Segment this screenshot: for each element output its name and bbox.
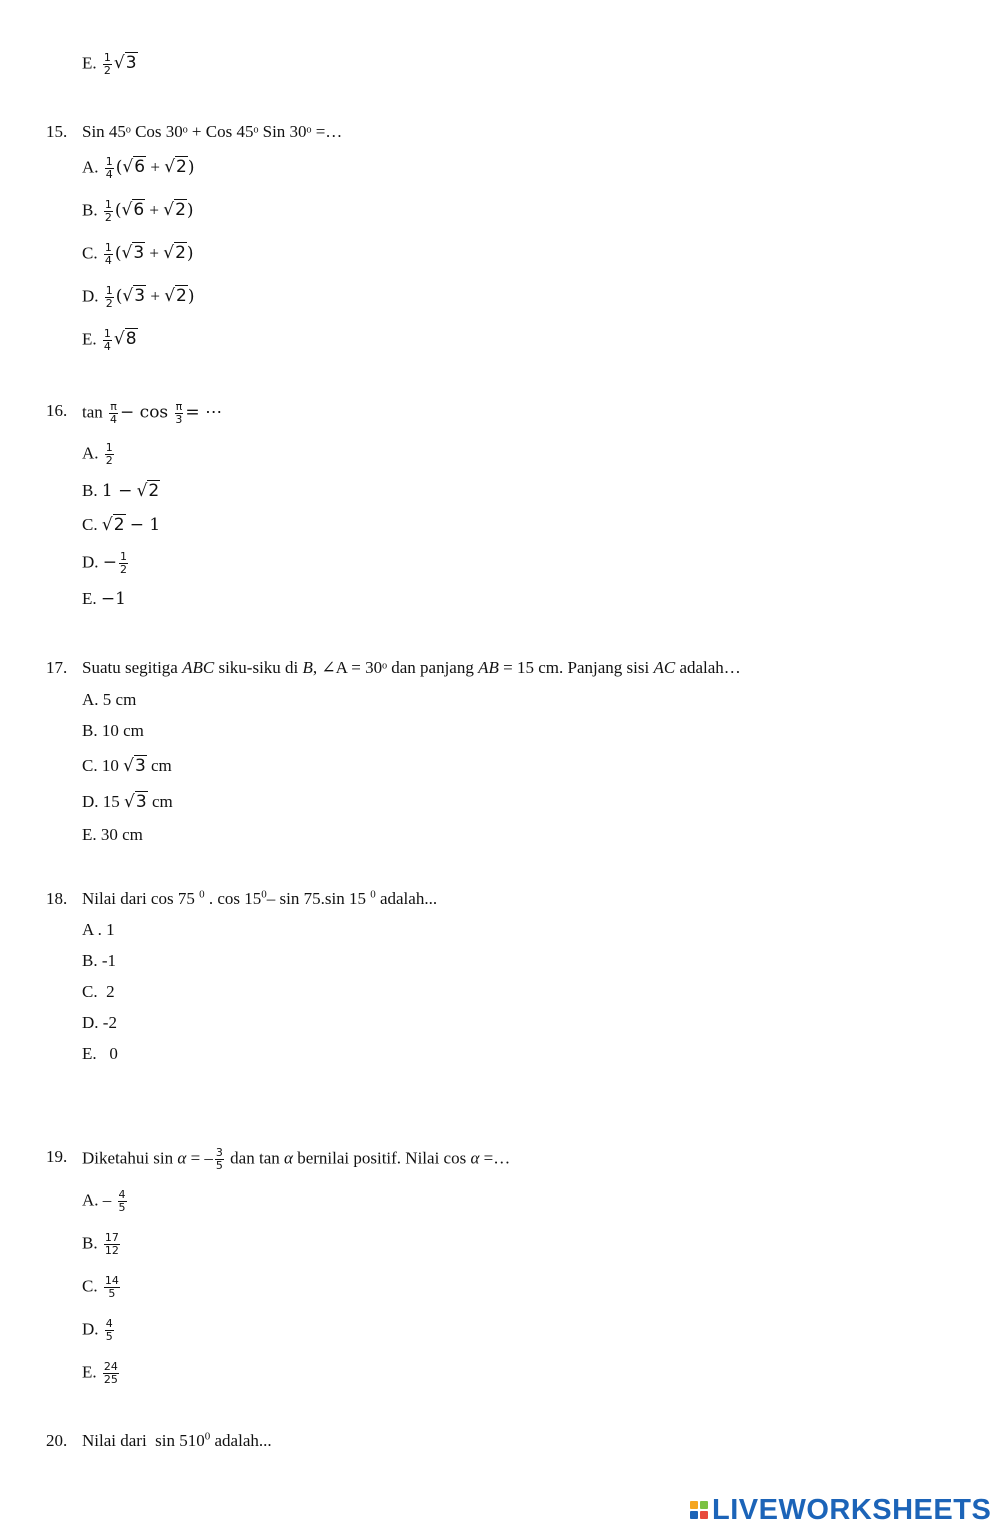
question-number: 18. [46,889,68,908]
fraction: $\frac{4}{5}$ [105,1317,113,1343]
q16-option-b[interactable]: B. 1 − √2 [82,481,160,501]
logo-text: LIVEWORKSHEETS [712,1493,992,1526]
fraction: $\frac{4}{5}$ [118,1188,126,1214]
liveworksheets-logo[interactable] [690,1494,991,1526]
question-19-text: Diketahui sin α = – $\frac{3}{5}$ dan tan α bernilai positif. Nilai cos α =… [82,1146,511,1172]
q17-option-d[interactable]: D. 15 √3 cm [82,792,173,812]
question-number: 20. [46,1431,68,1450]
sqrt: √3 [123,756,146,776]
q16-option-c[interactable]: C. √2 − 1 [82,515,161,535]
sqrt: √2 [136,481,160,501]
sqrt: √3 [113,53,137,74]
q19-option-a[interactable]: A. – $\frac{4}{5}$ [82,1188,126,1214]
q15-option-a[interactable]: A. $\frac{1}{4}$ (√6 + √2) [82,155,195,181]
q18-option-e[interactable]: E. 0 [82,1044,118,1063]
fraction: $\frac{1}{2}$ [104,198,112,224]
q19-option-b[interactable]: B. $\frac{17}{12}$ [82,1231,119,1257]
q17-option-a[interactable]: A. 5 cm [82,690,137,709]
q18-option-c[interactable]: C. 2 [82,982,115,1001]
q19-option-d[interactable]: D. $\frac{4}{5}$ [82,1317,113,1343]
fraction: $\frac{1}{4}$ [103,327,111,353]
fraction: $\frac{24}{25}$ [103,1360,118,1386]
q16-option-e[interactable]: E. −1 [82,589,126,609]
fraction: $\frac{1}{2}$ [105,284,113,310]
liveworksheets-logo-icon [690,1501,708,1519]
question-16-text: tan $\frac{\pi}{4}$ − cos $\frac{\pi}{3}$ = ⋯ [82,400,223,426]
fraction: $\frac{14}{5}$ [104,1274,119,1300]
sqrt: √3 [124,792,147,812]
q14-option-e[interactable]: E. $\frac{1}{2}$ √3 [82,51,137,77]
fraction: $\frac{1}{2}$ [120,550,128,576]
q19-option-e[interactable]: E. $\frac{24}{25}$ [82,1360,118,1386]
q15-option-b[interactable]: B. $\frac{1}{2}$ (√6 + √2) [82,198,194,224]
q19-option-c[interactable]: C. $\frac{14}{5}$ [82,1274,119,1300]
q17-option-e[interactable]: E. 30 cm [82,825,143,844]
fraction: $\frac{1}{4}$ [105,155,113,181]
q17-option-c[interactable]: C. 10 √3 cm [82,756,172,776]
question-17-text: Suatu segitiga ABC siku-siku di B, ∠A = 30ᵒ dan panjang AB = 15 cm. Panjang sisi AC adalah… [82,658,741,677]
fraction: $\frac{17}{12}$ [104,1231,119,1257]
q18-option-b[interactable]: B. -1 [82,951,116,970]
sqrt: √2 [101,515,125,535]
question-20-text: Nilai dari $\sin 510^0$ adalah... [82,1430,272,1450]
q18-option-a[interactable]: A . 1 [82,920,115,939]
question-18-text: Nilai dari cos 75 $^0$ . $\cos 15^0-$ sin 75.sin 15 $^0$ adalah... [82,888,438,908]
question-15-text: Sin 45ᵒ Cos 30ᵒ + Cos 45ᵒ Sin 30ᵒ =… [82,122,343,141]
fraction: $\frac{1}{2}$ [103,51,111,77]
q16-option-a[interactable]: A. $\frac{1}{2}$ [82,441,113,467]
question-number: 16. [46,401,68,420]
question-number: 15. [46,122,68,141]
q15-option-d[interactable]: D. $\frac{1}{2}$ (√3 + √2) [82,284,195,310]
question-number: 19. [46,1147,68,1166]
fraction: $\frac{1}{2}$ [105,441,113,467]
q16-option-d[interactable]: D. − $\frac{1}{2}$ [82,550,128,576]
q18-option-d[interactable]: D. -2 [82,1013,117,1032]
fraction: $\frac{1}{4}$ [104,241,112,267]
question-number: 17. [46,658,68,677]
q15-option-c[interactable]: C. $\frac{1}{4}$ (√3 + √2) [82,241,194,267]
q15-option-e[interactable]: E. $\frac{1}{4}$ √8 [82,327,137,353]
q17-option-b[interactable]: B. 10 cm [82,721,144,740]
